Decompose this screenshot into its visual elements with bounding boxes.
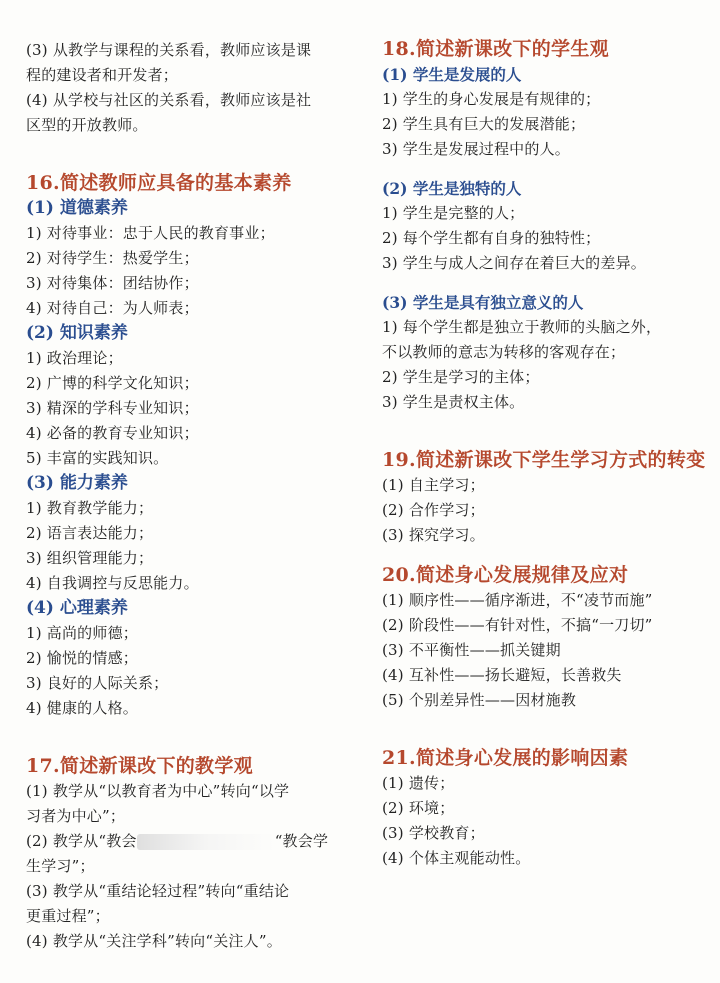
intro-line: (4) 从学校与社区的关系看，教师应该是社 [26, 91, 312, 109]
list-item: 1) 高尚的师德； [26, 624, 138, 642]
intro-line: 区型的开放教师。 [26, 116, 148, 134]
section-16-title: 16.简述教师应具备的基本素养 [26, 172, 292, 194]
list-item: 1) 对待事业：忠于人民的教育事业； [26, 224, 275, 242]
list-item: 3) 对待集体：团结协作； [26, 274, 199, 292]
s18-group-1-title: (1) 学生是发展的人 [382, 65, 522, 84]
list-item: 生学习”； [26, 857, 95, 875]
list-item: 3) 学生是发展过程中的人。 [382, 140, 570, 158]
list-item: 2) 愉悦的情感； [26, 649, 138, 667]
list-item: 2) 学生是学习的主体； [382, 368, 540, 386]
list-item: (4) 个体主观能动性。 [382, 849, 531, 867]
list-item: 不以教师的意志为转移的客观存在； [382, 343, 626, 361]
section-19-title: 19.简述新课改下学生学习方式的转变 [382, 449, 706, 471]
list-item: (2) 阶段性——有针对性，不搞“一刀切” [382, 616, 653, 634]
s18-group-2-title: (2) 学生是独特的人 [382, 179, 522, 198]
list-item: 3) 学生与成人之间存在着巨大的差异。 [382, 254, 646, 272]
list-item: 4) 健康的人格。 [26, 699, 138, 717]
list-item: (1) 顺序性——循序渐进，不“凌节而施” [382, 591, 653, 609]
list-item [26, 829, 356, 854]
s16-group-4-title: (4) 心理素养 [26, 598, 128, 618]
list-item: 2) 对待学生：热爱学生； [26, 249, 199, 267]
list-item: (3) 不平衡性——抓关键期 [382, 641, 561, 659]
list-item: 更重过程”； [26, 907, 110, 925]
list-item: 2) 广博的科学文化知识； [26, 374, 199, 392]
list-item: (1) 遗传； [382, 774, 455, 792]
list-item: 3) 组织管理能力； [26, 549, 154, 567]
list-item: 4) 必备的教育专业知识； [26, 424, 199, 442]
list-item: 3) 学生是责权主体。 [382, 393, 525, 411]
list-item: (1) 教学从“以教育者为中心”转向“以学 [26, 782, 290, 800]
list-item: (3) 探究学习。 [382, 526, 485, 544]
section-20-title: 20.简述身心发展规律及应对 [382, 564, 629, 586]
list-item: (3) 教学从“重结论轻过程”转向“重结论 [26, 882, 290, 900]
list-item-text: “教会学 [274, 832, 329, 850]
list-item: 2) 学生具有巨大的发展潜能； [382, 115, 586, 133]
section-17-title: 17.简述新课改下的教学观 [26, 755, 253, 777]
section-18-title: 18.简述新课改下的学生观 [382, 38, 609, 60]
intro-line: (3) 从教学与课程的关系看，教师应该是课 [26, 41, 312, 59]
list-item: (2) 合作学习； [382, 501, 485, 519]
list-item: 1) 政治理论； [26, 349, 123, 367]
s16-group-2-title: (2) 知识素养 [26, 323, 128, 343]
list-item: 4) 对待自己：为人师表； [26, 299, 199, 317]
s16-group-3-title: (3) 能力素养 [26, 473, 128, 493]
list-item: 3) 精深的学科专业知识； [26, 399, 199, 417]
list-item-text: (2) 教学从“教会 [26, 832, 137, 850]
list-item: 2) 语言表达能力； [26, 524, 154, 542]
intro-line: 程的建设者和开发者； [26, 66, 179, 84]
blurred-region [137, 834, 275, 850]
list-item: 1) 教育教学能力； [26, 499, 154, 517]
list-item: (1) 自主学习； [382, 476, 485, 494]
s16-group-1-title: (1) 道德素养 [26, 198, 128, 218]
list-item: (3) 学校教育； [382, 824, 485, 842]
section-21-title: 21.简述身心发展的影响因素 [382, 747, 629, 769]
list-item: 1) 每个学生都是独立于教师的头脑之外， [382, 318, 662, 336]
list-item: (5) 个别差异性——因材施教 [382, 691, 577, 709]
list-item: 5) 丰富的实践知识。 [26, 449, 169, 467]
list-item: 习者为中心”； [26, 807, 126, 825]
left-column [26, 38, 356, 954]
s18-group-3-title: (3) 学生是具有独立意义的人 [382, 293, 584, 312]
list-item: 3) 良好的人际关系； [26, 674, 169, 692]
right-column [382, 36, 706, 871]
list-item: 2) 每个学生都有自身的独特性； [382, 229, 601, 247]
list-item: 4) 自我调控与反思能力。 [26, 574, 199, 592]
list-item: (4) 互补性——扬长避短，长善救失 [382, 666, 622, 684]
list-item: 1) 学生的身心发展是有规律的； [382, 90, 601, 108]
list-item: (4) 教学从“关注学科”转向“关注人”。 [26, 932, 282, 950]
list-item: (2) 环境； [382, 799, 455, 817]
list-item: 1) 学生是完整的人； [382, 204, 525, 222]
